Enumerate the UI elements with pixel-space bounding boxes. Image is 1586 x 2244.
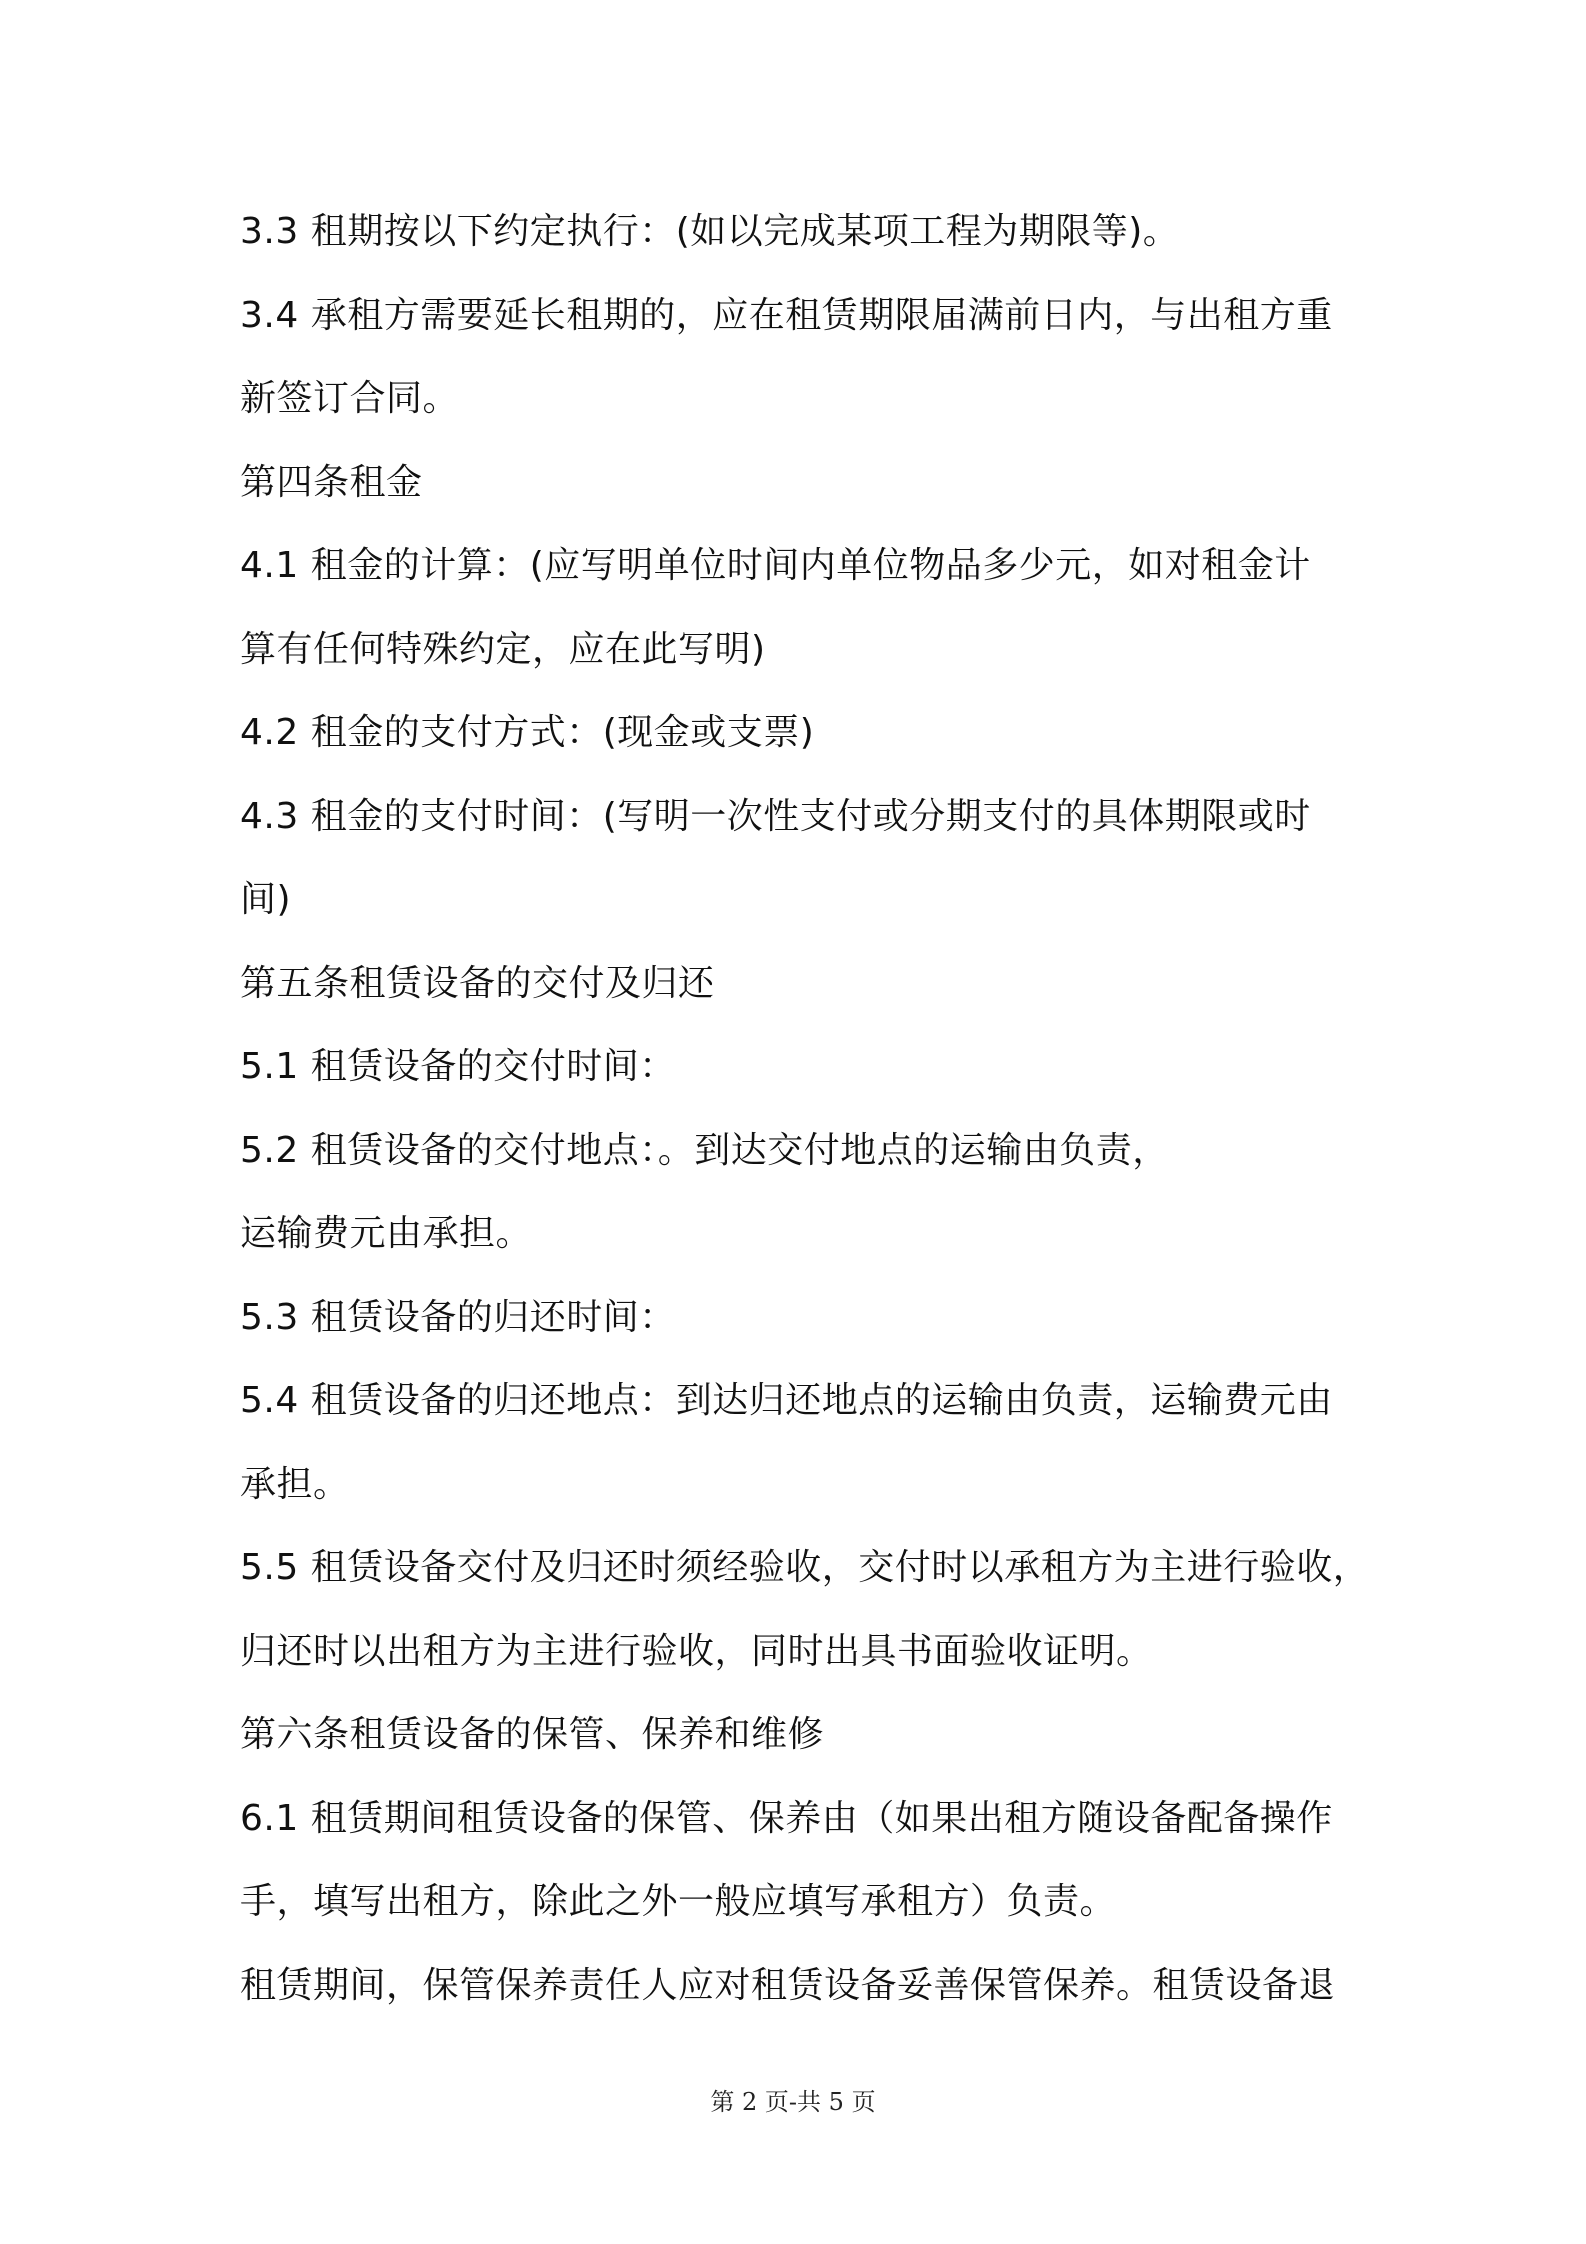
page-footer: 第 2 页-共 5 页 bbox=[710, 2088, 876, 2116]
text-line: 算有任何特殊约定，应在此写明) bbox=[240, 628, 766, 670]
text-line: 5.1 租赁设备的交付时间： bbox=[240, 1046, 676, 1087]
text-line: 5.4 租赁设备的归还地点：到达归还地点的运输由负责，运输费元由 bbox=[240, 1380, 1333, 1421]
section-heading: 第五条租赁设备的交付及归还 bbox=[240, 962, 715, 1004]
text-line: 4.2 租金的支付方式：(现金或支票) bbox=[240, 712, 815, 753]
text-line: 5.5 租赁设备交付及归还时须经验收，交付时以承租方为主进行验收， bbox=[240, 1547, 1370, 1588]
text-line: 5.3 租赁设备的归还时间： bbox=[240, 1296, 676, 1338]
text-line: 租赁期间，保管保养责任人应对租赁设备妥善保管保养。租赁设备退 bbox=[240, 1964, 1336, 2006]
text-line: 新签订合同。 bbox=[240, 378, 460, 419]
section-heading: 第四条租金 bbox=[240, 461, 423, 503]
text-line: 运输费元由承担。 bbox=[240, 1213, 533, 1254]
text-line: 承担。 bbox=[240, 1463, 350, 1505]
text-line: 4.1 租金的计算：(应写明单位时间内单位物品多少元，如对租金计 bbox=[240, 545, 1311, 586]
text-line: 3.4 承租方需要延长租期的，应在租赁期限届满前日内，与出租方重 bbox=[240, 294, 1333, 336]
text-line: 归还时以出租方为主进行验收，同时出具书面验收证明。 bbox=[240, 1630, 1153, 1672]
text-line: 5.2 租赁设备的交付地点：。到达交付地点的运输由负责， bbox=[240, 1129, 1169, 1171]
text-line: 3.3 租期按以下约定执行：(如以完成某项工程为期限等)。 bbox=[240, 211, 1180, 252]
section-heading: 第六条租赁设备的保管、保养和维修 bbox=[240, 1714, 825, 1755]
document-body bbox=[240, 190, 1370, 2027]
text-line: 4.3 租金的支付时间：(写明一次性支付或分期支付的具体期限或时 bbox=[240, 795, 1311, 837]
text-line: 手，填写出租方，除此之外一般应填写承租方）负责。 bbox=[240, 1881, 1117, 1922]
text-line: 间) bbox=[240, 879, 292, 920]
text-line: 6.1 租赁期间租赁设备的保管、保养由（如果出租方随设备配备操作 bbox=[240, 1797, 1333, 1839]
